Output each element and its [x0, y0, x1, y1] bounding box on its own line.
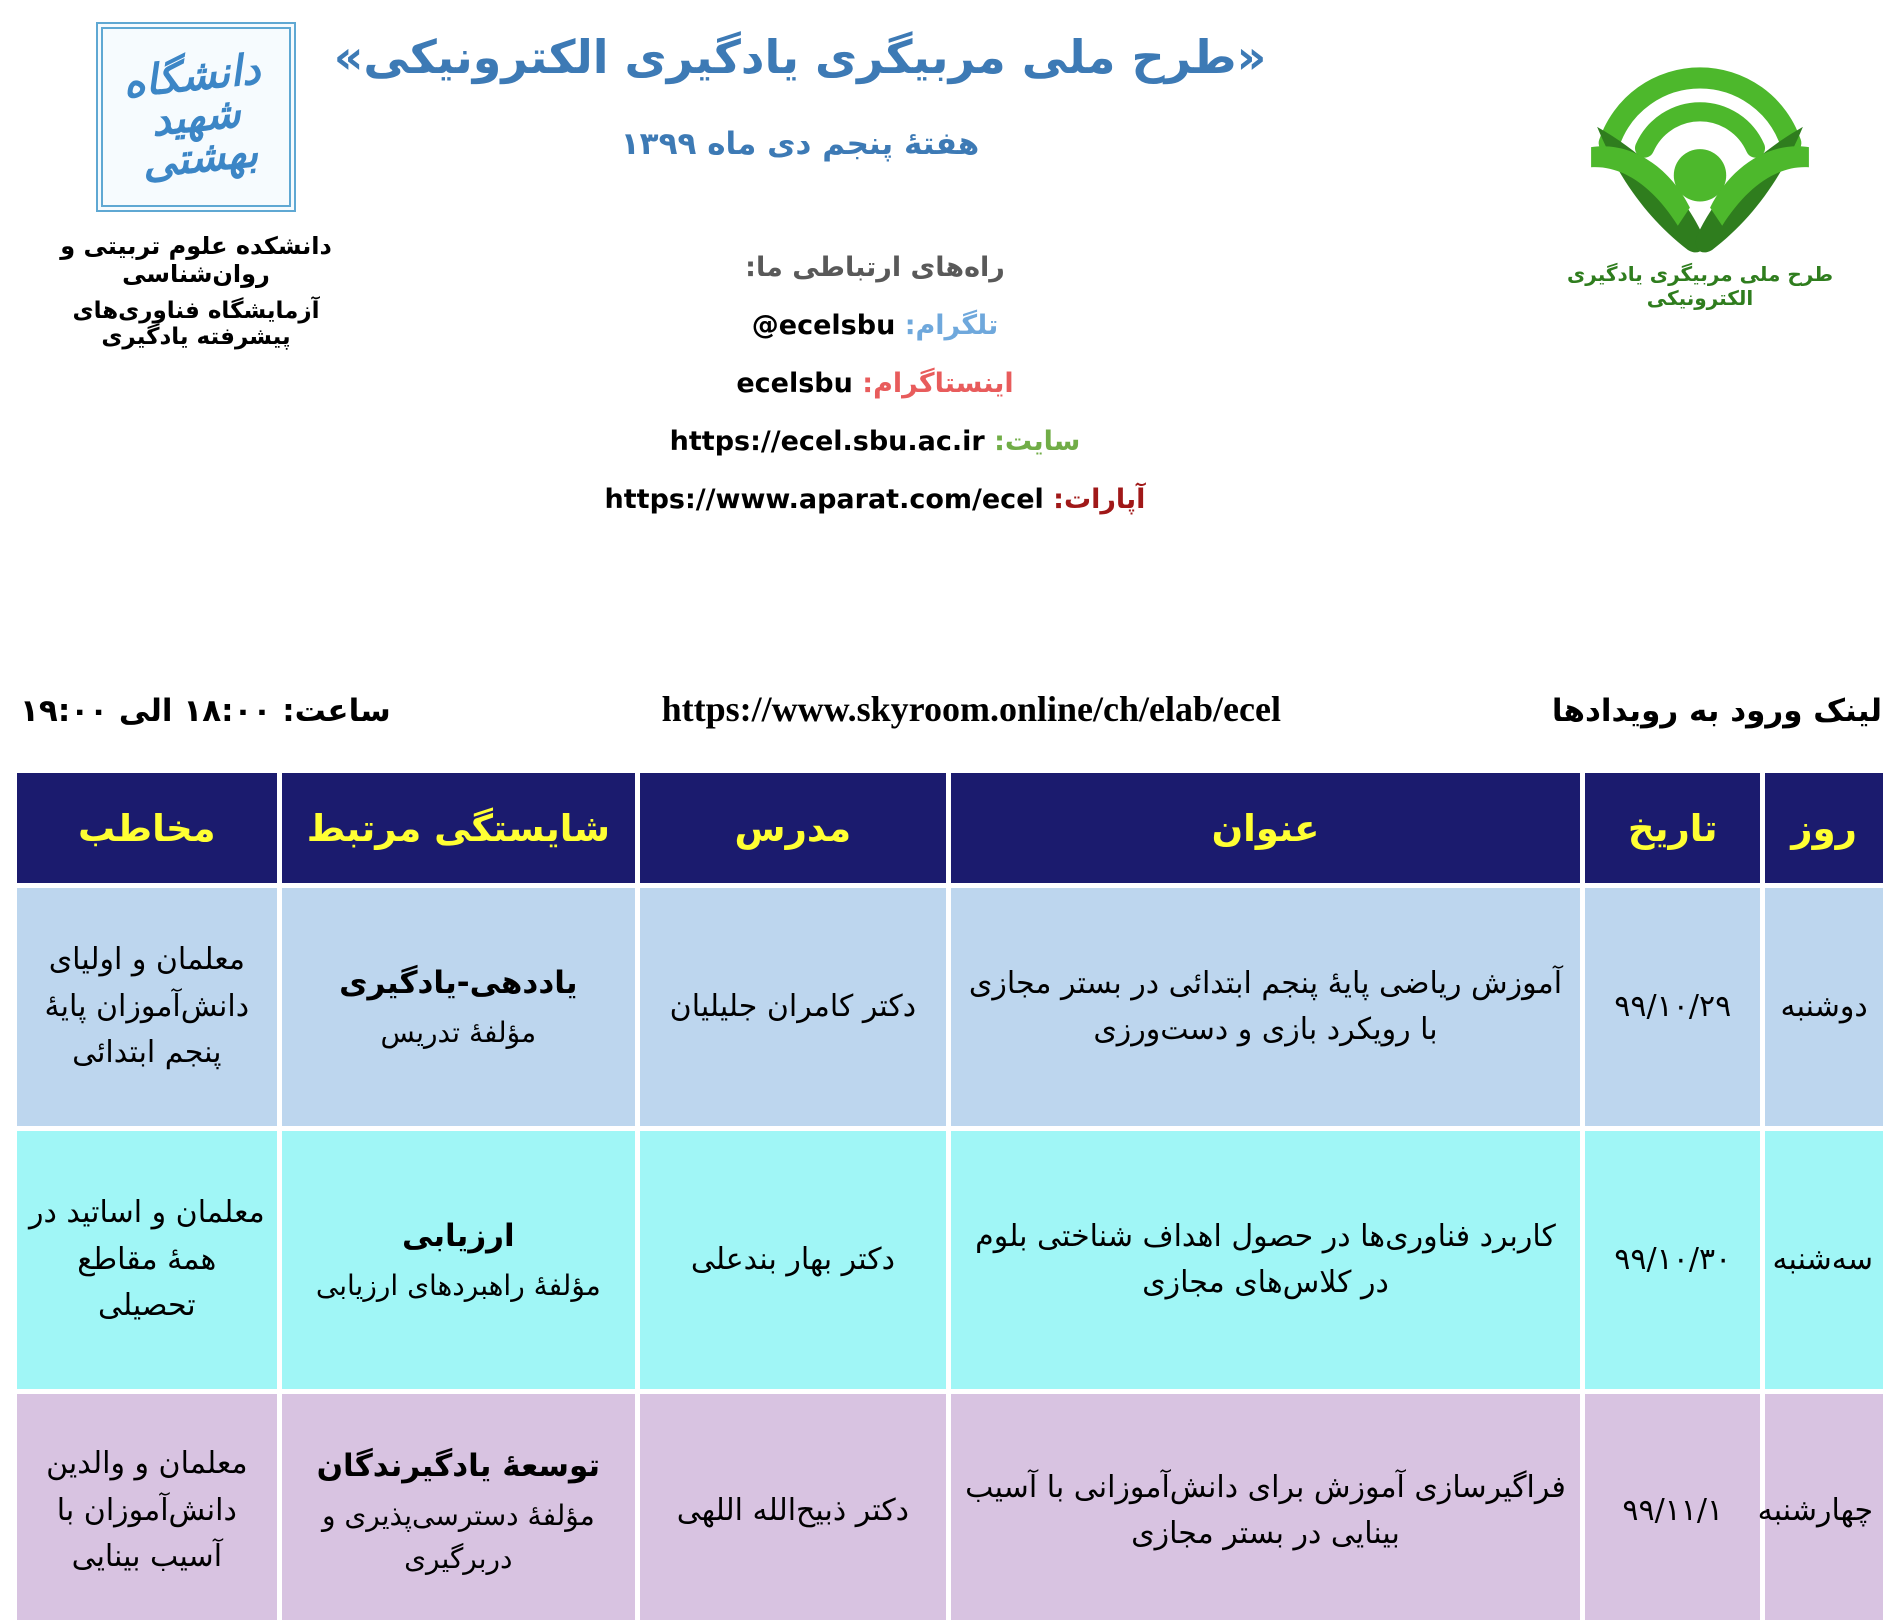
cell-audience: معلمان و والدین دانش‌آموزان با آسیب بینایی	[17, 1394, 277, 1620]
lab-name: آزمایشگاه فناوری‌های پیشرفته یادگیری	[72, 298, 320, 350]
ecel-logo-caption: طرح ملی مربیگری یادگیری الکترونیکی	[1566, 262, 1834, 310]
contact-line-instagram: اینستاگرام: ecelsbu	[736, 368, 1014, 399]
header-competency: شایستگی مرتبط	[282, 773, 635, 883]
events-link-label: لینک ورود به رویدادها	[1551, 693, 1882, 729]
cell-day: چهارشنبه	[1765, 1394, 1883, 1620]
table-header-row	[17, 773, 1883, 883]
cell-audience: معلمان و اولیای دانش‌آموزان پایهٔ پنجم ابتدائی	[17, 888, 277, 1126]
telegram-handle[interactable]: @ecelsbu	[751, 310, 896, 341]
events-link-bar	[20, 688, 1882, 730]
competency-main: ارزیابی	[402, 1218, 515, 1255]
page-title: «طرح ملی مربیگری یادگیری الکترونیکی»	[333, 30, 1267, 84]
contact-block	[330, 252, 1420, 515]
competency-sub: مؤلفهٔ راهبردهای ارزیابی	[315, 1269, 601, 1303]
cell-competency	[282, 1394, 635, 1620]
header-audience: مخاطب	[17, 773, 277, 883]
ecel-logo	[1540, 14, 1860, 310]
cell-day: دوشنبه	[1765, 888, 1883, 1126]
cell-competency	[282, 888, 635, 1126]
cell-title: کاربرد فناوری‌ها در حصول اهداف شناختی بلوم در کلاس‌های مجازی	[951, 1131, 1581, 1389]
session-time: ساعت: ۱۸:۰۰ الی ۱۹:۰۰	[20, 693, 391, 729]
instagram-label: اینستاگرام	[873, 368, 1014, 399]
week-subtitle: هفتهٔ پنجم دی ماه ۱۳۹۹	[620, 126, 980, 162]
header-date: تاریخ	[1585, 773, 1760, 883]
cell-day: سه‌شنبه	[1765, 1131, 1883, 1389]
contact-line-site: سایت: https://ecel.sbu.ac.ir	[669, 426, 1081, 457]
events-link-url[interactable]: https://www.skyroom.online/ch/elab/ecel	[661, 689, 1281, 729]
university-block	[36, 22, 356, 350]
contact-heading: راه‌های ارتباطی ما:	[745, 252, 1005, 283]
site-label: سایت	[1004, 426, 1081, 457]
aparat-url[interactable]: https://www.aparat.com/ecel	[604, 484, 1044, 515]
title-block	[320, 30, 1280, 162]
competency-sub: مؤلفهٔ دسترسی‌پذیری و دربرگیری	[321, 1498, 595, 1576]
university-seal-text: دانشگاه شهید بهشتی	[120, 44, 263, 189]
competency-main: توسعهٔ یادگیرندگان	[316, 1447, 601, 1484]
cell-instructor: دکتر ذبیح‌الله اللهی	[640, 1394, 946, 1620]
cell-date: ۹۹/۱۰/۳۰	[1585, 1131, 1760, 1389]
competency-main: یاددهی-یادگیری	[339, 965, 578, 1002]
cell-competency	[282, 1131, 635, 1389]
cell-audience: معلمان و اساتید در همهٔ مقاطع تحصیلی	[17, 1131, 277, 1389]
cell-title: فراگیرسازی آموزش برای دانش‌آموزانی با آسیب بینایی در بستر مجازی	[951, 1394, 1581, 1620]
cell-instructor: دکتر بهار بندعلی	[640, 1131, 946, 1389]
contact-line-telegram: تلگرام: @ecelsbu	[751, 310, 999, 341]
cell-instructor: دکتر کامران جلیلیان	[640, 888, 946, 1126]
university-seal-logo	[96, 22, 296, 212]
aparat-label: آپارات	[1063, 484, 1146, 515]
ecel-logo-icon	[1585, 14, 1815, 256]
competency-sub: مؤلفهٔ تدریس	[380, 1016, 537, 1050]
header-day: روز	[1765, 773, 1883, 883]
cell-date: ۹۹/۱۱/۱	[1585, 1394, 1760, 1620]
table-row	[17, 1394, 1883, 1620]
cell-date: ۹۹/۱۰/۲۹	[1585, 888, 1760, 1126]
table-row	[17, 1131, 1883, 1389]
contact-line-aparat: آپارات: https://www.aparat.com/ecel	[604, 484, 1146, 515]
cell-title: آموزش ریاضی پایهٔ پنجم ابتدائی در بستر مجازی با رویکرد بازی و دست‌ورزی	[951, 888, 1581, 1126]
header-instructor: مدرس	[640, 773, 946, 883]
header-title: عنوان	[951, 773, 1581, 883]
schedule-table	[12, 768, 1888, 1620]
telegram-label: تلگرام	[915, 310, 999, 341]
instagram-handle[interactable]: ecelsbu	[736, 368, 853, 399]
site-url[interactable]: https://ecel.sbu.ac.ir	[669, 426, 985, 457]
table-row	[17, 888, 1883, 1126]
faculty-name: دانشکده علوم تربیتی و روان‌شناسی	[60, 232, 332, 288]
